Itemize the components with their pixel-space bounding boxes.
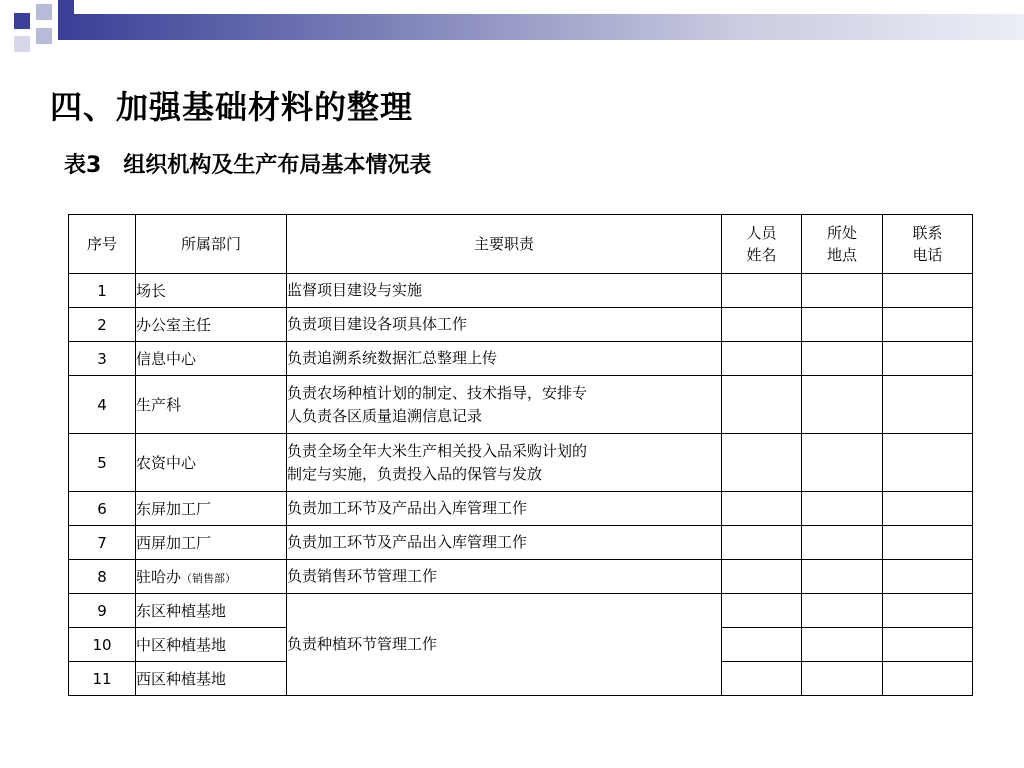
table-row: [69, 274, 973, 308]
row-duty-line2: 人负责各区质量追溯信息记录: [287, 406, 483, 425]
table-row: [69, 308, 973, 342]
row-place-cell: [802, 526, 883, 560]
row-no: 5: [69, 434, 136, 492]
row-name-cell: [722, 376, 802, 434]
table-row: [69, 526, 973, 560]
row-no: 11: [69, 662, 136, 696]
row-name-cell: [722, 628, 802, 662]
row-place-cell: [802, 376, 883, 434]
row-dept: 中区种植基地: [136, 628, 287, 662]
row-phone-cell: [883, 662, 973, 696]
row-duty: 监督项目建设与实施: [287, 274, 722, 308]
row-place-cell: [802, 274, 883, 308]
row-dept: 信息中心: [136, 342, 287, 376]
row-dept: 场长: [136, 274, 287, 308]
header-dept: 所属部门: [136, 215, 287, 274]
row-duty-line1: 负责农场种植计划的制定、技术指导，安排专: [287, 383, 588, 402]
row-duty-line2: 制定与实施，负责投入品的保管与发放: [287, 464, 543, 483]
row-phone-cell: [883, 342, 973, 376]
row-dept: 办公室主任: [136, 308, 287, 342]
row-phone-cell: [883, 526, 973, 560]
row-name-cell: [722, 492, 802, 526]
row-duty: 负责追溯系统数据汇总整理上传: [287, 342, 722, 376]
row-name-cell: [722, 662, 802, 696]
row-place-cell: [802, 594, 883, 628]
slide-title: 四、加强基础材料的整理: [50, 88, 414, 126]
row-dept: 东区种植基地: [136, 594, 287, 628]
header-place: [802, 215, 883, 274]
deco-gradient-bar: [58, 14, 1024, 40]
row-no: 2: [69, 308, 136, 342]
header-name: [722, 215, 802, 274]
table-row: [69, 434, 973, 492]
header-place-line2: 地点: [826, 246, 857, 264]
table-row: [69, 342, 973, 376]
table-caption: [64, 148, 431, 179]
row-no: 10: [69, 628, 136, 662]
row-name-cell: [722, 274, 802, 308]
row-place-cell: [802, 628, 883, 662]
org-structure-table: [68, 214, 973, 696]
table-row: [69, 560, 973, 594]
row-name-cell: [722, 434, 802, 492]
row-duty: 负责加工环节及产品出入库管理工作: [287, 492, 722, 526]
header-duty: 主要职责: [287, 215, 722, 274]
row-phone-cell: [883, 560, 973, 594]
row-phone-cell: [883, 628, 973, 662]
row-dept: 东屏加工厂: [136, 492, 287, 526]
deco-square-light: [36, 4, 52, 20]
row-duty-merged: 负责种植环节管理工作: [287, 594, 722, 696]
row-place-cell: [802, 342, 883, 376]
row-place-cell: [802, 492, 883, 526]
row-dept: 生产科: [136, 376, 287, 434]
header-phone-line2: 电话: [912, 246, 943, 264]
row-dept-note: （销售部）: [181, 572, 237, 585]
row-duty: 负责销售环节管理工作: [287, 560, 722, 594]
row-dept: [136, 560, 287, 594]
row-duty: 负责项目建设各项具体工作: [287, 308, 722, 342]
row-phone-cell: [883, 434, 973, 492]
row-place-cell: [802, 662, 883, 696]
header-phone: [883, 215, 973, 274]
deco-square-light: [14, 36, 30, 52]
row-phone-cell: [883, 308, 973, 342]
table-header-row: [69, 215, 973, 274]
deco-square-light: [36, 28, 52, 44]
table-caption-number: 表3: [64, 153, 102, 178]
table-row: [69, 376, 973, 434]
table-caption-text: 组织机构及生产布局基本情况表: [123, 153, 432, 178]
row-no: 3: [69, 342, 136, 376]
row-no: 9: [69, 594, 136, 628]
row-place-cell: [802, 434, 883, 492]
header-name-line1: 人员: [746, 224, 777, 242]
row-phone-cell: [883, 594, 973, 628]
row-duty: [287, 376, 722, 434]
row-place-cell: [802, 308, 883, 342]
deco-square-dark: [14, 13, 30, 29]
header-decoration: [0, 0, 1024, 60]
row-duty: 负责加工环节及产品出入库管理工作: [287, 526, 722, 560]
row-name-cell: [722, 526, 802, 560]
row-dept: 西区种植基地: [136, 662, 287, 696]
row-phone-cell: [883, 376, 973, 434]
row-name-cell: [722, 308, 802, 342]
row-name-cell: [722, 560, 802, 594]
row-dept: 农资中心: [136, 434, 287, 492]
row-phone-cell: [883, 274, 973, 308]
row-dept: 西屏加工厂: [136, 526, 287, 560]
row-duty-line1: 负责全场全年大米生产相关投入品采购计划的: [287, 441, 588, 460]
table-row: [69, 492, 973, 526]
row-no: 8: [69, 560, 136, 594]
header-place-line1: 所处: [826, 224, 857, 242]
table-row: [69, 594, 973, 628]
header-name-line2: 姓名: [746, 246, 777, 264]
row-duty: [287, 434, 722, 492]
row-no: 1: [69, 274, 136, 308]
row-name-cell: [722, 594, 802, 628]
header-no: 序号: [69, 215, 136, 274]
row-no: 6: [69, 492, 136, 526]
row-name-cell: [722, 342, 802, 376]
row-no: 7: [69, 526, 136, 560]
row-phone-cell: [883, 492, 973, 526]
header-phone-line1: 联系: [912, 224, 943, 242]
row-no: 4: [69, 376, 136, 434]
row-dept-name: 驻哈办: [136, 568, 182, 586]
row-place-cell: [802, 560, 883, 594]
